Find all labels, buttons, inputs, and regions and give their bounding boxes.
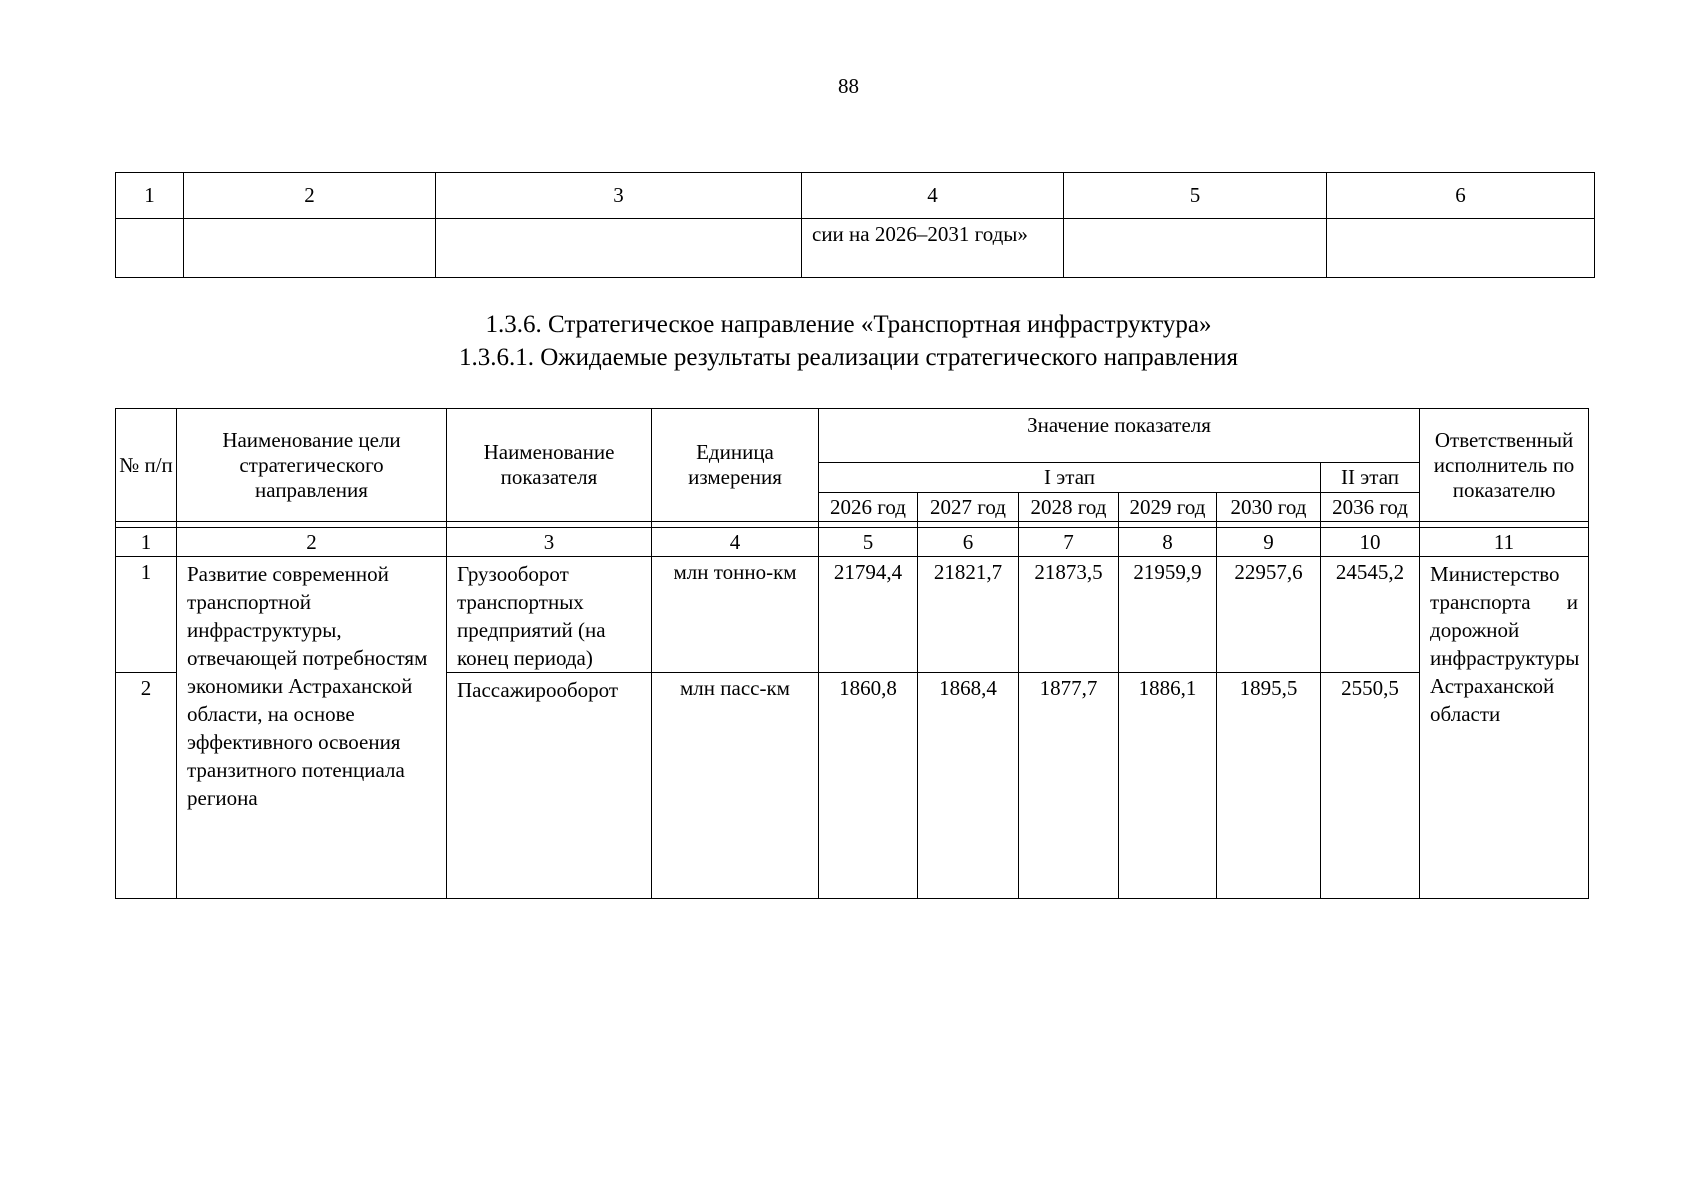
row-number: 1 xyxy=(116,557,177,673)
value-cell: 24545,2 xyxy=(1321,557,1420,673)
column-number: 9 xyxy=(1217,528,1321,557)
header-responsible: Ответственный исполнитель по показателю xyxy=(1420,409,1589,522)
column-number: 4 xyxy=(652,528,819,557)
continuation-header-cell: 4 xyxy=(802,173,1064,219)
continuation-header-cell: 6 xyxy=(1327,173,1595,219)
continuation-header-cell: 5 xyxy=(1064,173,1327,219)
empty-cell xyxy=(1327,219,1595,278)
empty-cell xyxy=(1064,219,1327,278)
page-number: 88 xyxy=(838,74,859,98)
continuation-text: сии на 2026–2031 годы» xyxy=(802,219,1064,278)
table-row xyxy=(116,557,1589,673)
header-year: 2030 год xyxy=(1217,493,1321,522)
responsible-cell: Министерство транспорта и дорожной инфраструктуры Астраханской области xyxy=(1420,557,1589,899)
goal-cell: Развитие современной транспортной инфраструктуры, отвечающей потребностям экономики Астраханской области, на основе эффективного освоения транзитного потенциала региона xyxy=(177,557,447,899)
row-number: 2 xyxy=(116,673,177,899)
value-cell: 1860,8 xyxy=(819,673,918,899)
continuation-header-cell: 1 xyxy=(116,173,184,219)
header-stage-1: I этап xyxy=(819,463,1321,493)
column-number: 10 xyxy=(1321,528,1420,557)
value-cell: 21821,7 xyxy=(918,557,1019,673)
header-year: 2029 год xyxy=(1119,493,1217,522)
header-row-1 xyxy=(116,409,1589,463)
value-cell: 1868,4 xyxy=(918,673,1019,899)
empty-cell xyxy=(184,219,436,278)
unit-cell: млн тонно-км xyxy=(652,557,819,673)
header-stage-2: II этап xyxy=(1321,463,1420,493)
section-heading: 1.3.6. Стратегическое направление «Транспортная инфраструктура» xyxy=(485,311,1212,338)
results-table xyxy=(115,408,1589,899)
value-cell: 2550,5 xyxy=(1321,673,1420,899)
header-year: 2028 год xyxy=(1019,493,1119,522)
column-number: 7 xyxy=(1019,528,1119,557)
column-number: 3 xyxy=(447,528,652,557)
header-year: 2026 год xyxy=(819,493,918,522)
header-year: 2027 год xyxy=(918,493,1019,522)
empty-cell xyxy=(116,219,184,278)
indicator-cell: Грузооборот транспортных предприятий (на конец периода) xyxy=(447,557,652,673)
header-goal: Наименование цели стратегического направления xyxy=(177,409,447,522)
column-number-row xyxy=(116,528,1589,557)
value-cell: 1877,7 xyxy=(1019,673,1119,899)
unit-cell: млн пасс-км xyxy=(652,673,819,899)
value-cell: 21873,5 xyxy=(1019,557,1119,673)
column-number: 11 xyxy=(1420,528,1589,557)
header-indicator: Наименование показателя xyxy=(447,409,652,522)
value-cell: 21794,4 xyxy=(819,557,918,673)
header-year: 2036 год xyxy=(1321,493,1420,522)
value-cell: 22957,6 xyxy=(1217,557,1321,673)
indicator-cell: Пассажирооборот xyxy=(447,673,652,899)
column-number: 8 xyxy=(1119,528,1217,557)
header-unit: Единица измерения xyxy=(652,409,819,522)
continuation-row xyxy=(116,219,1595,278)
empty-cell xyxy=(436,219,802,278)
column-number: 2 xyxy=(177,528,447,557)
column-number: 5 xyxy=(819,528,918,557)
column-number: 6 xyxy=(918,528,1019,557)
continuation-header-row xyxy=(116,173,1595,219)
value-cell: 1895,5 xyxy=(1217,673,1321,899)
header-value-group: Значение показателя xyxy=(819,409,1420,463)
continuation-header-cell: 2 xyxy=(184,173,436,219)
continuation-table xyxy=(115,172,1595,278)
value-cell: 1886,1 xyxy=(1119,673,1217,899)
column-number: 1 xyxy=(116,528,177,557)
header-num: № п/п xyxy=(116,409,177,522)
value-cell: 21959,9 xyxy=(1119,557,1217,673)
subsection-heading: 1.3.6.1. Ожидаемые результаты реализации стратегического направления xyxy=(459,344,1238,371)
continuation-header-cell: 3 xyxy=(436,173,802,219)
